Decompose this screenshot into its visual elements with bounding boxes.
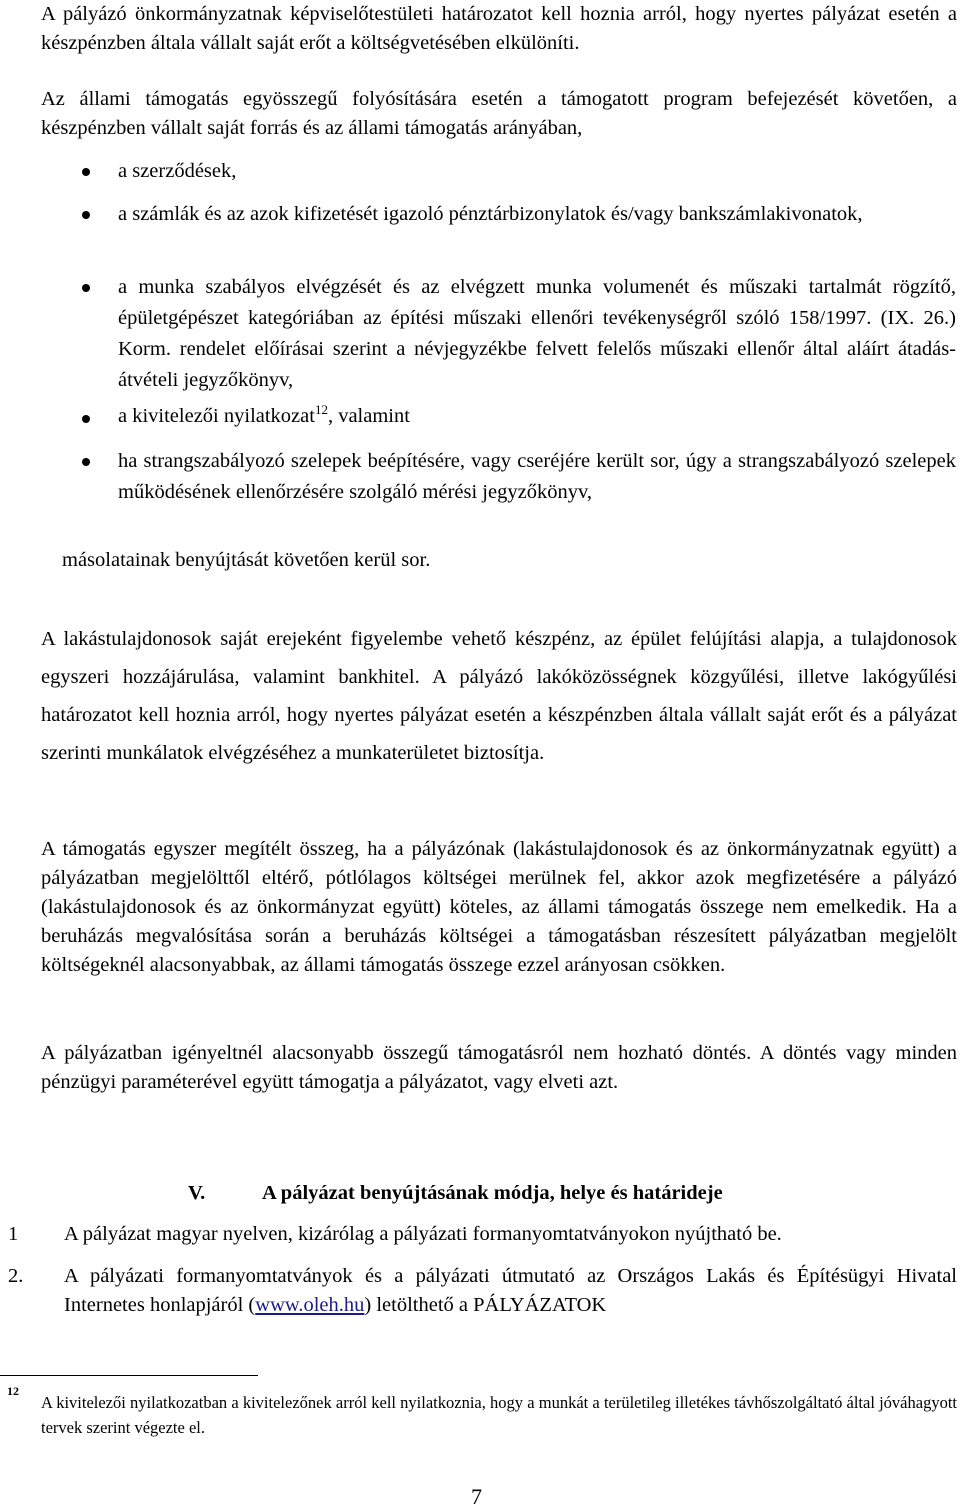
bullet-icon [82, 284, 90, 292]
footnote-divider [0, 1375, 258, 1376]
bullet-icon [82, 211, 90, 219]
bullet-item-invoices: a számlák és az azok kifizetését igazoló pénztárbizonylatok és/vagy bankszámlakivonatok, [118, 203, 863, 225]
section-number: V. [188, 1182, 206, 1204]
page-number: 7 [471, 1484, 482, 1509]
contractor-statement-tail: , valamint [327, 405, 410, 427]
footnote-text: A kivitelezői nyilatkozatban a kivitelezőnek arról kell nyilatkoznia, hogy a munkát a területileg illetékes távhőszolgáltató által jóváhagyott tervek szerint végezte el. [41, 1393, 957, 1437]
list-item-forms-download [64, 1262, 957, 1320]
section-title: A pályázat benyújtásának módja, helye és határideje [262, 1182, 723, 1204]
paragraph-support-fixed: A támogatás egyszer megítélt összeg, ha a pályázónak (lakástulajdonosok és az önkormányzatnak együtt) a pályázatban megjelölttől eltérő, pótlólagos költségei merülnek fel, akkor azok megfizetésére a pályázó (lakástulajdonosok és az önkormányzat együtt) köteles, az állami támogatás összege nem emelkedik. Ha a beruházás megvalósítása során a beruházás költségei a támogatásban részesített pályázatban megjelölt költségeknél alacsonyabbak, az állami támogatás összege ezzel arányosan csökken. [41, 838, 957, 976]
bullet-item-valve-report: ha strangszabályozó szelepek beépítésére, vagy cseréjére került sor, úgy a strangszabályozó szelepek működésének ellenőrzésére szolgáló mérési jegyzőkönyv, [118, 450, 956, 503]
forms-download-text: A pályázati formanyomtatványok és a pályázati útmutató az Országos Lakás és Építésügyi Hivatal Internetes honlapjáról ( [64, 1265, 957, 1316]
paragraph-state-support-intro: Az állami támogatás egyösszegű folyósítására esetén a támogatott program befejezését követően, a készpénzben vállalt saját forrás és az állami támogatás arányában, [41, 88, 957, 139]
list-number: 2. [8, 1265, 24, 1287]
paragraph-lower-amount: A pályázatban igényeltnél alacsonyabb összegű támogatásról nem hozható döntés. A döntés vagy minden pénzügyi paraméterével együtt támogatja a pályázatot, vagy elveti azt. [41, 1042, 957, 1093]
contractor-statement-text: a kivitelezői nyilatkozat [118, 405, 315, 427]
bullet-icon [82, 168, 90, 176]
paragraph-owners-funds: A lakástulajdonosok saját erejeként figyelembe vehető készpénz, az épület felújítási alapja, a tulajdonosok egyszeri hozzájárulása, valamint bankhitel. A pályázó lakóközösségnek közgyűlési, illetve lakógyűlési határozatot kell hoznia arról, hogy nyertes pályázat esetén a készpénzben általa vállalt saját erőt és a pályázat szerinti munkálatok elvégzéséhez a munkaterületet biztosítja. [41, 628, 957, 764]
bullet-item-contractor-statement [118, 401, 956, 432]
oleh-website-link[interactable]: www.oleh.hu [255, 1294, 365, 1316]
list-item-language: A pályázat magyar nyelven, kizárólag a pályázati formanyomtatványokon nyújtható be. [64, 1223, 782, 1245]
list-number: 1 [8, 1223, 19, 1245]
footnote-mark: 12 [7, 1384, 19, 1398]
section-heading [188, 1179, 723, 1208]
footnote-reference: 12 [314, 402, 328, 418]
bullet-item-contracts: a szerződések, [118, 160, 237, 182]
paragraph-council-resolution: A pályázó önkormányzatnak képviselőtestületi határozatot kell hoznia arról, hogy nyertes pályázat esetén a készpénzben általa vállalt saját erőt a költségvetésében elkülöníti. [41, 3, 957, 54]
bullet-icon [82, 415, 90, 423]
paragraph-copies: másolatainak benyújtását követően kerül sor. [62, 549, 431, 571]
bullet-icon [82, 458, 90, 466]
forms-download-tail: ) letölthető a PÁLYÁZATOK [364, 1294, 607, 1316]
bullet-item-handover-report: a munka szabályos elvégzését és az elvégzett munka volumenét és műszaki tartalmát rögzítő, épületgépészet kategóriában az építési műszaki ellenőri tevékenységről szóló 158/1997. (IX. 26.) Korm. rendelet előírásai szerint a névjegyzékbe felvett felelős műszaki ellenőr által aláírt átadás-átvételi jegyzőkönyv, [118, 276, 956, 391]
